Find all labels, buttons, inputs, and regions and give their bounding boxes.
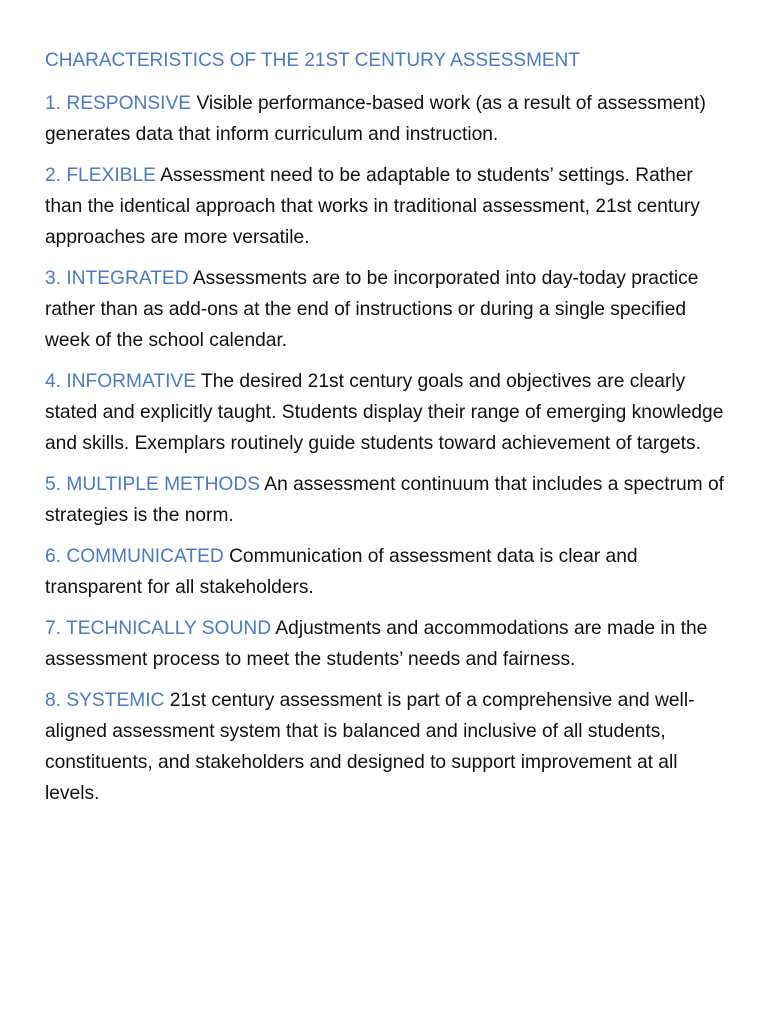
item-label: 6. COMMUNICATED [45,546,224,567]
document-title: CHARACTERISTICS OF THE 21ST CENTURY ASSESSMENT [45,50,580,71]
item-text: Assessments are to be incorporated into day-today practice rather than as add-ons at the end of instructions or during a single specified week of the school calendar. [45,268,699,351]
item-label: 1. RESPONSIVE [45,93,192,114]
item-text: Visible performance-based work (as a result of assessment) generates data that inform curriculum and instruction. [45,93,706,145]
item-text: Adjustments and accommodations are made in the assessment process to meet the students’ needs and fairness. [45,618,708,670]
document-page [45,48,735,819]
characteristic-item-systemic [45,685,735,809]
characteristic-item-responsive [45,88,735,150]
characteristic-item-flexible [45,160,735,253]
item-label: 8. SYSTEMIC [45,690,165,711]
characteristic-item-technically-sound [45,613,735,675]
item-label: 7. TECHNICALLY SOUND [45,618,272,639]
item-label: 5. MULTIPLE METHODS [45,474,261,495]
characteristic-item-integrated [45,263,735,356]
characteristic-item-informative [45,366,735,459]
item-label: 4. INFORMATIVE [45,371,197,392]
item-text: Assessment need to be adaptable to students’ settings. Rather than the identical approach that works in traditional assessment, 21st century approaches are more versatile. [45,165,700,248]
item-text: The desired 21st century goals and objectives are clearly stated and explicitly taught. Students display their range of emerging knowledge and skills. Exemplars routinely guide students toward achievement of targets. [45,371,724,454]
characteristic-item-communicated [45,541,735,603]
item-text: An assessment continuum that includes a spectrum of strategies is the norm. [45,474,724,526]
item-label: 2. FLEXIBLE [45,165,156,186]
item-text: 21st century assessment is part of a comprehensive and well-aligned assessment system that is balanced and inclusive of all students, constituents, and stakeholders and designed to support improvement at all levels. [45,690,695,804]
item-label: 3. INTEGRATED [45,268,189,289]
item-text: Communication of assessment data is clear and transparent for all stakeholders. [45,546,638,598]
characteristic-item-multiple-methods [45,469,735,531]
